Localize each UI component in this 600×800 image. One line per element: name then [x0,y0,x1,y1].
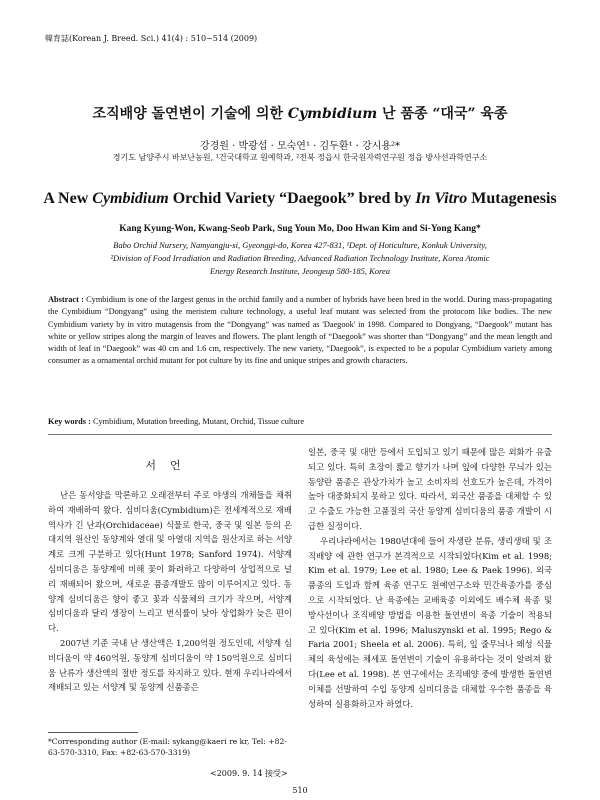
abstract-label: Abstract : [48,295,84,304]
left-paragraph-2: 2007년 기준 국내 난 생산액은 1,200억원 정도인데, 서양계 심비디움이 약 460억원, 동양계 심비디움이 약 150억원으로 심비디움 난류가 생산액의 절반 정도를 차지하고 있다. 현재 우리나라에서 재배되고 있는 서양계 및 동양계 신품종은 [48,637,292,693]
section-divider [48,434,552,435]
english-affiliation-line-1: Babo Orchid Nursery, Namyangju-si, Gyeonggi-do, Korea 427-831, ¹Dept. of Hoticulture, Konkuk University, [113,240,487,250]
keywords-text: Cymbidium, Mutation breeding, Mutant, Orchid, Tissue culture [90,417,305,426]
right-column [308,445,552,711]
right-paragraph-2: 우리나라에서는 1980년대에 들어 자생란 분류, 생리생태 및 조직배양 에 관한 연구가 본격적으로 시작되었다(Kim et al. 1998; Kim et al. 1979; Lee et al. 1980; Lee & Paek 1996). 외국 품종의 도입과 함께 육종 연구도 원예연구소와 민간육종가를 중심으로 시작되었다. 난 육종에는 교배육종 이외에도 배수체 육종 및 방사선이나 조직배양 방법을 이용한 돌연변이 육종 기술이 적용되고 있다(Kim et al. 1996; Maluszynski et al. 1995; Rego & Faria 2001; Sheela et al. 2006). 특히, 잎 줄무늬나 왜성 식물체의 육성에는 체세포 돌연변이 기술이 유용하다는 것이 알려져 왔다(Lee et al. 1998). 본 연구에서는 조직배양 중에 발생한 돌연변이체를 선발하여 수입 동양계 심비디움을 대체할 우수한 품종을 육성하여 실용화하고자 하였다. [308,535,552,709]
page-number: 510 [292,786,308,795]
right-paragraph-1: 일본, 중국 및 대만 등에서 도입되고 있기 때문에 많은 외화가 유출되고 있다. 특히 초장이 짧고 향기가 나며 잎에 다양한 무늬가 있는 동양란 품종은 관상가치가 높고 소비자의 선호도가 높은데, 가격이 높아 대중화되지 못하고 있다. 따라서, 외국산 품종을 대체할 수 있고 수출도 가능한 고품질의 국산 동양계 심비디움의 품종 개발이 시급한 실정이다. [308,447,552,531]
korean-title [0,103,600,123]
english-title-part1: A New [43,190,93,207]
korean-title-part2: 난 품종 “대국” 육종 [377,106,508,122]
abstract-text: Cymbidium is one of the largest genus in the orchid family and a number of hybrids have been bred in the world. During mass-propagating the Cymbidium “Dongyang” using the meristem culture technology, a useful leaf mutant was selected from the protocom like bodies. The new Cymbidium variety by in vitro mutagensis from the “Dongyang” was named as 'Daegook' in 1998. Compared to Dongyang, “Daegook” mutant has white or yellow stripes along the margin of leaves and flowers. The plant length of “Daegook” was shorter than “Dongyang” and the mean length and width of leaf in “Daegook” was 40 cm and 1.6 cm, respectively. The new variety, “Daegook”, is expected to be a popular Cymbidium variety among consumer as a ornamental orchid mutant for pot culture by its fine and unique stripes and growth characters. [48,295,553,366]
received-date: <2009. 9. 14 接受> [210,769,288,778]
english-title-part3: Mutagenesis [467,190,557,207]
english-authors: Kang Kyung-Won, Kwang-Seob Park, Sug Youn Mo, Doo Hwan Kim and Si-Yong Kang* [119,224,481,234]
english-title [0,190,600,208]
english-affiliation-line-3: Energy Research Institute, Jeongeup 580-185, Korea [209,266,391,276]
keywords-label: Key words : [48,417,91,426]
korean-title-part1: 조직배양 돌연변이 기술에 의한 [92,106,288,122]
english-title-part2: Orchid Variety “Daegook” bred by [168,190,416,207]
english-title-genus: Cymbidium [92,190,169,207]
korean-affiliations: 경기도 남양주시 바보난농원, ¹건국대학교 원예학과, ²전북 정읍시 한국원자력연구원 정읍 방사선과학연구소 [112,153,488,162]
left-paragraph-1: 난은 동서양을 막론하고 오래전부터 주로 야생의 개체들을 채취하여 재배하여 왔다. 심비디움(Cymbidium)은 전세계적으로 재배역사가 긴 난과(Orchidaceae) 식물로 한국, 중국 및 일본 등의 온대지역 원산인 동양계와 열대 및 아열대 지역을 원산지로 하는 서양계로 크게 구분하고 있다(Hunt 1978; Sanford 1974). 서양계 심비디움은 동양계에 비해 꽃이 화려하고 다양하여 상업적으로 널리 재배되어 왔으며, 새로운 품종개발도 많이 이루어지고 있다. 동양계 심비디움은 향이 좋고 꽃과 식물체의 크기가 작으며, 서양계 심비디움과 달리 생장이 느리고 번식률이 낮아 상업화가 늦은 편이다. [48,490,292,634]
corresponding-author-footnote: *Corresponding author (E-mail: sykang@kaeri re kr, Tel: +82-63-570-3310, Fax: +82-63-570-3319) [48,737,287,757]
korean-authors: 강경원 · 박광섭 · 모숙연¹ · 김두환¹ · 강시용²* [199,141,401,152]
journal-reference: 韓育誌(Korean J. Breed. Sci.) 41(4) : 510~514 (2009) [45,34,258,43]
english-affiliation-line-2: ²Division of Food Irradiation and Radiation Breeding, Advanced Radiation Technology Institute, Korea Atomic [110,253,490,263]
english-affiliations [70,239,530,278]
english-title-invitro: In Vitro [415,190,468,207]
footnote-divider [48,732,138,733]
left-column [48,488,292,695]
abstract [48,294,552,368]
keywords [48,417,552,426]
korean-title-genus: Cymbidium [287,106,378,122]
section-heading-introduction: 서언 [145,459,195,472]
